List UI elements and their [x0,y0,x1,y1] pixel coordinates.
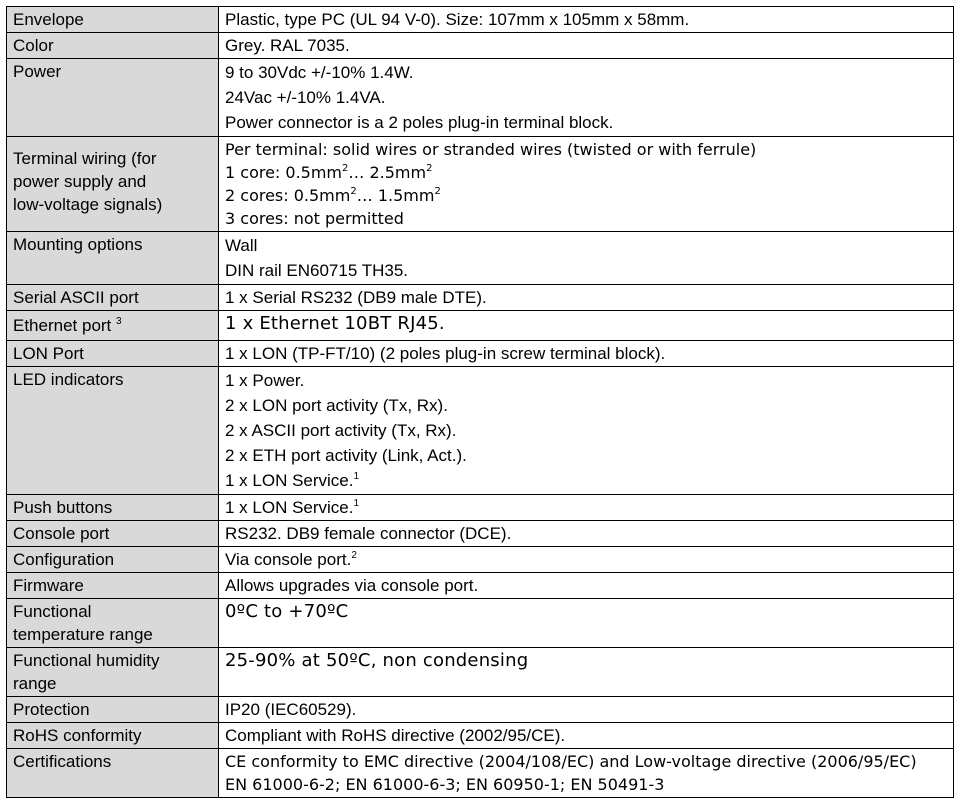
value-line: EN 61000-6-2; EN 61000-6-3; EN 60950-1; EN 50491-3 [225,775,665,794]
spec-label-power: Power [7,59,219,137]
value-line: 2 x LON port activity (Tx, Rx). [225,396,448,415]
table-row [7,599,954,648]
spec-label-console-port: Console port [7,521,219,547]
table-row [7,7,954,33]
value-text: … 1.5mm [356,186,435,205]
value-line: 2 x ETH port activity (Link, Act.). [225,446,467,465]
spec-value-console-port [219,521,954,547]
spec-value-push-buttons [219,495,954,521]
value-line: 2 x ASCII port activity (Tx, Rx). [225,421,457,440]
value-text: 1 x LON Service. [225,498,354,517]
value-text: Via console port. [225,550,352,569]
spec-value-configuration [219,547,954,573]
spec-value-mounting-options [219,232,954,285]
table-row [7,547,954,573]
spec-label-serial-ascii-port: Serial ASCII port [7,285,219,311]
spec-label-envelope: Envelope [7,7,219,33]
spec-label-ethernet-port [7,311,219,341]
value-line: 0ºC to +70ºC [225,601,349,622]
value-line: 9 to 30Vdc +/-10% 1.4W. [225,63,414,82]
table-row [7,521,954,547]
value-line: Compliant with RoHS directive (2002/95/CE). [225,726,566,745]
table-row [7,723,954,749]
table-row [7,232,954,285]
value-line: CE conformity to EMC directive (2004/108/EC) and Low-voltage directive (2006/95/EC) [225,752,917,771]
table-row [7,311,954,341]
value-line: 25-90% at 50ºC, non condensing [225,650,529,671]
superscript: 2 [350,186,357,197]
value-line: IP20 (IEC60529). [225,700,357,719]
value-line: 1 x Power. [225,371,305,390]
value-line: Plastic, type PC (UL 94 V-0). Size: 107mm x 105mm x 58mm. [225,10,690,29]
superscript: 1 [353,498,360,509]
spec-label-mounting-options: Mounting options [7,232,219,285]
value-line: Per terminal: solid wires or stranded wires (twisted or with ferrule) [225,140,757,159]
value-line: Allows upgrades via console port. [225,576,479,595]
table-row [7,137,954,232]
spec-value-protection [219,697,954,723]
spec-label-led-indicators: LED indicators [7,367,219,495]
value-line: Power connector is a 2 poles plug-in terminal block. [225,113,614,132]
value-line [225,184,947,207]
value-line: 1 x Ethernet 10BT RJ45. [225,313,445,334]
spec-label-terminal-wiring [7,137,219,232]
table-row [7,367,954,495]
spec-label-protection: Protection [7,697,219,723]
value-line [225,548,947,571]
table-row [7,59,954,137]
spec-label-functional-temperature-range [7,599,219,648]
value-line: Wall [225,236,258,255]
table-row [7,697,954,723]
table-row [7,573,954,599]
value-line: RS232. DB9 female connector (DCE). [225,524,512,543]
value-line: DIN rail EN60715 TH35. [225,261,408,280]
table-row [7,495,954,521]
superscript: 2 [342,163,349,174]
spec-label-push-buttons: Push buttons [7,495,219,521]
spec-label-rohs-conformity: RoHS conformity [7,723,219,749]
value-text: 1 core: 0.5mm [225,163,343,182]
superscript: 3 [116,316,122,327]
spec-label-certifications: Certifications [7,749,219,798]
value-text: 1 x LON Service. [225,471,354,490]
table-row [7,285,954,311]
spec-value-serial-ascii-port [219,285,954,311]
value-line [225,468,947,493]
table-row [7,749,954,798]
value-line [225,496,947,519]
table-row [7,648,954,697]
label-line: range [13,674,57,693]
spec-value-envelope [219,7,954,33]
table-row [7,341,954,367]
spec-value-functional-temperature-range [219,599,954,648]
label-line: temperature range [13,625,153,644]
superscript: 1 [353,471,360,482]
label-line: low-voltage signals) [13,195,163,214]
value-text: … 2.5mm [348,163,427,182]
spec-label-color: Color [7,33,219,59]
spec-value-rohs-conformity [219,723,954,749]
spec-value-certifications [219,749,954,798]
value-line: 24Vac +/-10% 1.4VA. [225,88,386,107]
spec-value-lon-port [219,341,954,367]
label-line: Functional humidity [13,651,160,670]
spec-label-configuration: Configuration [7,547,219,573]
value-text: 2 cores: 0.5mm [225,186,351,205]
specifications-table [6,6,954,798]
value-line: 3 cores: not permitted [225,209,404,228]
value-line [225,161,947,184]
value-line: Grey. RAL 7035. [225,36,350,55]
spec-value-terminal-wiring [219,137,954,232]
spec-label-lon-port: LON Port [7,341,219,367]
label-text: Ethernet port [13,316,112,335]
table-row [7,33,954,59]
spec-value-color [219,33,954,59]
spec-value-led-indicators [219,367,954,495]
superscript: 2 [351,550,357,561]
spec-value-functional-humidity-range [219,648,954,697]
value-line: 1 x LON (TP-FT/10) (2 poles plug-in screw terminal block). [225,344,666,363]
label-line: power supply and [13,172,147,191]
spec-value-firmware [219,573,954,599]
spec-value-ethernet-port [219,311,954,341]
label-line: Terminal wiring (for [13,149,157,168]
spec-label-functional-humidity-range [7,648,219,697]
superscript: 2 [434,186,441,197]
value-line: 1 x Serial RS232 (DB9 male DTE). [225,288,487,307]
spec-value-power [219,59,954,137]
superscript: 2 [426,163,433,174]
label-line: Functional [13,602,92,621]
spec-label-firmware: Firmware [7,573,219,599]
